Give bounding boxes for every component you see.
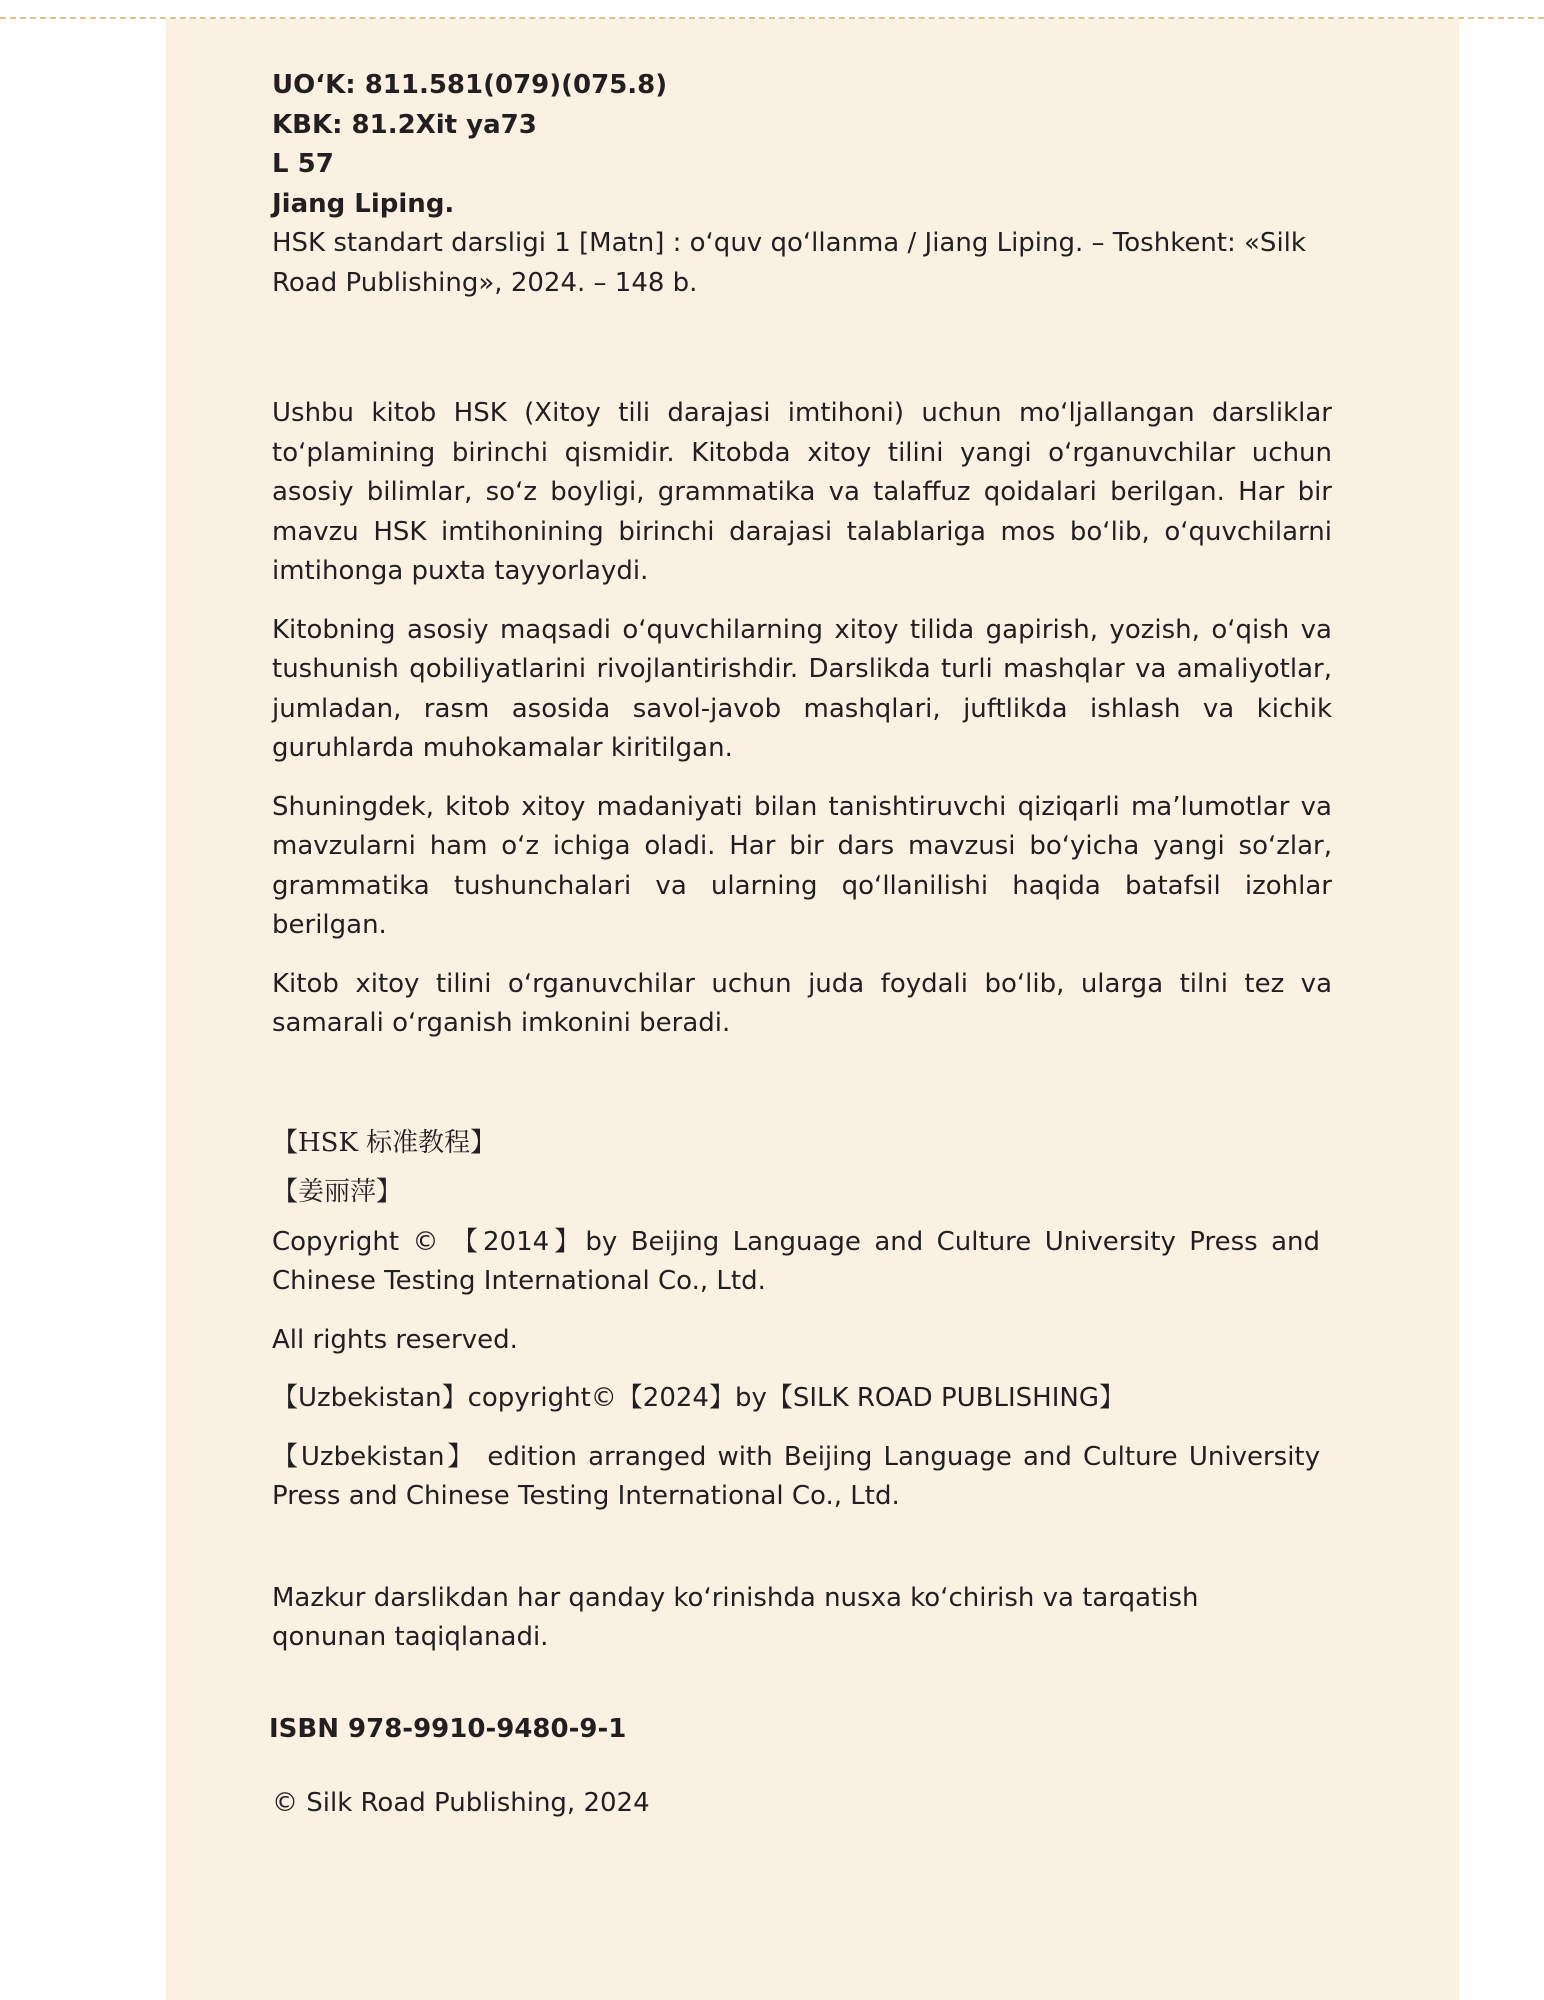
original-author: 【姜丽萍】 bbox=[272, 1177, 403, 1207]
author-mark: L 57 bbox=[272, 149, 334, 179]
abstract-paragraph-2: Kitobning asosiy maqsadi oʻquvchilarning xitoy tilida gapirish, yozish, oʻqish va tushunish qobiliyatlarini rivojlantirishdir. Darslikda turli mashqlar va amaliyotlar, jumladan, rasm asosida savol-javob mashqlari, juftlikda ishlash va kichik guruhlarda muhokamalar kiritilgan. bbox=[272, 614, 1332, 763]
edition-arrangement: 【Uzbekistan】 edition arranged with Beijing Language and Culture University Press and Chinese Testing International Co., Ltd. bbox=[272, 1441, 1320, 1511]
rights-block bbox=[272, 1124, 1332, 1517]
author-name: Jiang Liping. bbox=[272, 188, 455, 219]
all-rights-reserved: All rights reserved. bbox=[272, 1324, 518, 1355]
uok-code: UOʻK: 811.581(079)(075.8) bbox=[272, 70, 668, 100]
publisher-copyright: © Silk Road Publishing, 2024 bbox=[272, 1788, 650, 1818]
bibliographic-block bbox=[272, 66, 1332, 303]
imprint-content bbox=[269, 66, 1332, 1824]
abstract-paragraph-3: Shuningdek, kitob xitoy madaniyati bilan tanishtiruvchi qiziqarli maʼlumotlar va mavzularni ham oʻz ichiga oladi. Har bir dars mavzusi boʻyicha yangi soʻzlar, grammatika tushunchalari va ularning qoʻllanilishi haqida batafsil izohlar berilgan. bbox=[272, 791, 1332, 940]
abstract-block bbox=[272, 394, 1332, 1044]
original-copyright: Copyright © 【2014】by Beijing Language and Culture University Press and Chinese Testing International Co., Ltd. bbox=[272, 1226, 1320, 1296]
original-title: 【HSK 标准教程】 bbox=[272, 1127, 497, 1158]
local-copyright: 【Uzbekistan】copyright©【2024】by【SILK ROAD PUBLISHING】 bbox=[272, 1383, 1125, 1413]
kbk-code: KBK: 81.2Xit ya73 bbox=[272, 109, 537, 140]
abstract-paragraph-4: Kitob xitoy tilini oʻrganuvchilar uchun juda foydali boʻlib, ularga tilni tez va samarali oʻrganish imkonini beradi. bbox=[272, 968, 1332, 1038]
copy-prohibition-notice: Mazkur darslikdan har qanday koʻrinishda nusxa koʻchirish va tarqatish qonunan taqiqlanadi. bbox=[272, 1582, 1199, 1652]
abstract-paragraph-1: Ushbu kitob HSK (Xitoy tili darajasi imtihoni) uchun moʻljallangan darsliklar toʻplamining birinchi qismidir. Kitobda xitoy tilini yangi oʻrganuvchilar uchun asosiy bilimlar, soʻz boyligi, grammatika va talaffuz qoidalari berilgan. Har bir mavzu HSK imtihonining birinchi darajasi talablariga mos boʻlib, oʻquvchilarni imtihonga puxta tayyorlaydi. bbox=[272, 398, 1332, 586]
catalog-description: HSK standart darsligi 1 [Matn] : oʻquv qoʻllanma / Jiang Liping. – Toshkent: «Silk Road Publishing», 2024. – 148 b. bbox=[272, 228, 1306, 298]
isbn-number: ISBN 978-9910-9480-9-1 bbox=[269, 1713, 627, 1744]
